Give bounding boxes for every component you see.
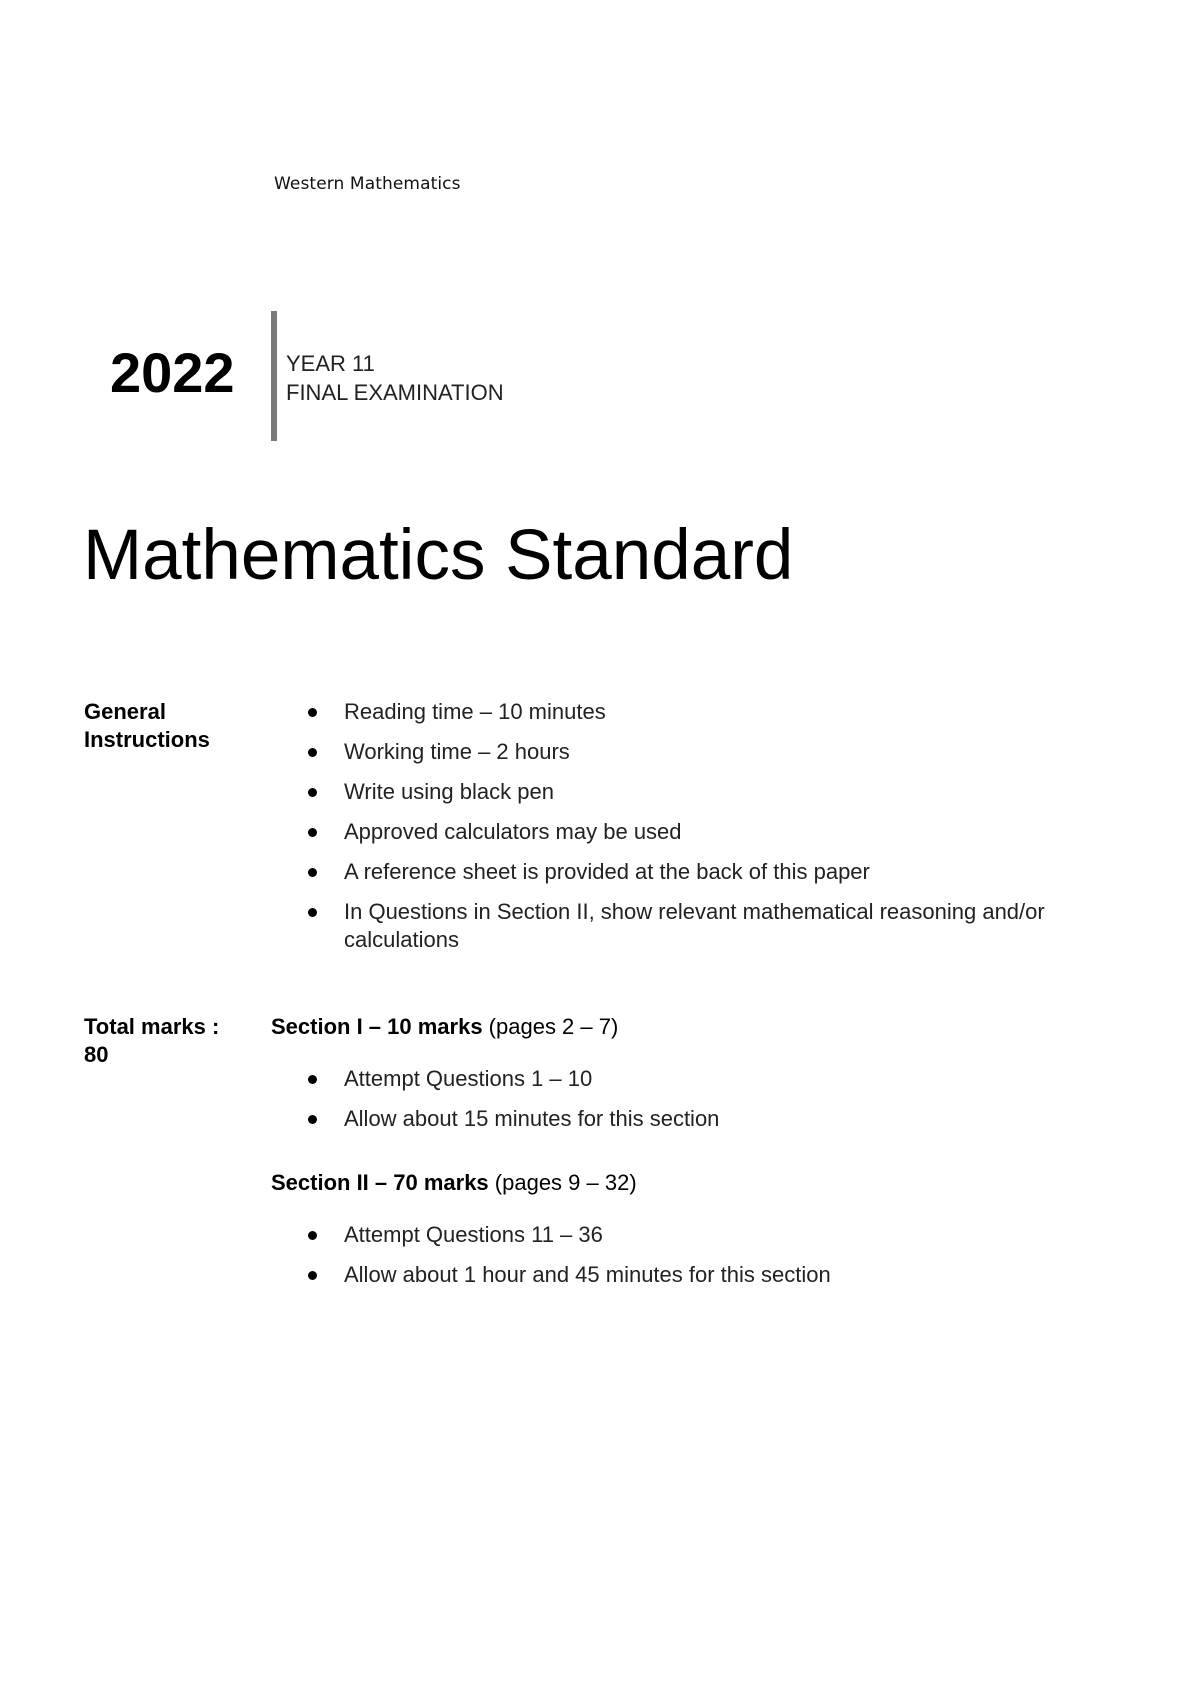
school-name: Western Mathematics [274,174,461,194]
bullet-icon [308,1075,317,1084]
list-item: Approved calculators may be used [307,818,1084,846]
exam-name: FINAL EXAMINATION [286,380,504,405]
bullet-icon [308,708,317,717]
bullet-icon [308,868,317,877]
list-item: Working time – 2 hours [307,738,1084,766]
exam-year: 2022 [110,341,235,404]
year-divider [271,311,277,441]
section-1-title: Section I – 10 marks [271,1014,483,1039]
list-item: Allow about 15 minutes for this section [307,1105,1084,1133]
list-item: Reading time – 10 minutes [307,698,1084,726]
general-label-line1: General [84,699,166,724]
list-item: Attempt Questions 1 – 10 [307,1065,1084,1093]
bullet-icon [308,748,317,757]
list-item: Allow about 1 hour and 45 minutes for this section [307,1261,1084,1289]
section-1-list [307,1065,1084,1145]
bullet-icon [308,908,317,917]
bullet-icon [308,1115,317,1124]
general-instructions-list [307,698,1084,966]
section-2-pages: (pages 9 – 32) [488,1170,637,1195]
bullet-icon [308,1271,317,1280]
bullet-icon [308,828,317,837]
general-instructions-label [84,698,210,754]
exam-year-level: YEAR 11 [286,351,375,376]
list-item: Write using black pen [307,778,1084,806]
general-label-line2: Instructions [84,727,210,752]
section-2-list [307,1221,1084,1301]
section-1-pages: (pages 2 – 7) [482,1014,619,1039]
section-1-heading [271,1013,618,1041]
exam-type [286,349,504,407]
bullet-icon [308,1231,317,1240]
list-item: A reference sheet is provided at the back of this paper [307,858,1084,886]
list-item: Attempt Questions 11 – 36 [307,1221,1084,1249]
section-2-title: Section II – 70 marks [271,1170,489,1195]
list-item: In Questions in Section II, show relevant mathematical reasoning and/or calculations [307,898,1084,954]
page-title: Mathematics Standard [83,516,794,595]
section-2-heading [271,1169,637,1197]
total-label-line1: Total marks : [84,1014,220,1039]
bullet-icon [308,788,317,797]
total-marks-label [84,1013,219,1069]
total-label-value: 80 [84,1042,109,1067]
